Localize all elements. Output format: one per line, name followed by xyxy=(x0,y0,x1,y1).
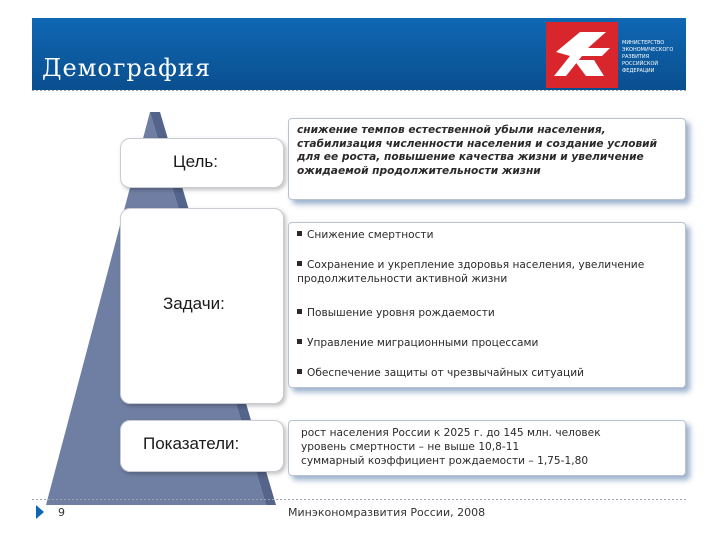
task-item: Сохранение и укрепление здоровья населения, увеличение продолжительности активной жизни xyxy=(297,259,645,285)
tasks-box xyxy=(288,222,686,388)
indicators-list xyxy=(301,426,601,468)
tasks-label: Задачи: xyxy=(163,294,225,313)
indicators-label: Показатели: xyxy=(143,434,240,453)
task-item: Управление миграционными процессами xyxy=(297,337,677,351)
indicators-label-box xyxy=(120,420,284,472)
goal-label: Цель: xyxy=(173,152,218,171)
goal-label-box xyxy=(120,138,284,188)
page-arrow-icon xyxy=(36,505,44,519)
task-item: Повышение уровня рождаемости xyxy=(297,307,677,321)
tasks-label-box xyxy=(120,208,284,404)
indicator-line: рост населения России к 2025 г. до 145 млн. человек xyxy=(301,427,601,439)
footer-source: Минэкономразвития России, 2008 xyxy=(288,506,486,519)
indicator-line: уровень смертности – не выше 10,8-11 xyxy=(301,441,520,453)
indicators-box xyxy=(288,420,686,476)
goal-box xyxy=(288,118,686,200)
task-item: Обеспечение защиты от чрезвычайных ситуаций xyxy=(297,367,677,381)
logo-caption: МИНИСТЕРСТВО ЭКОНОМИЧЕСКОГО РАЗВИТИЯ РОССИЙСКОЙ ФЕДЕРАЦИИ xyxy=(622,40,674,74)
task-item: Снижение смертности xyxy=(297,229,677,243)
slide-title: Демография xyxy=(42,54,211,82)
goal-text: снижение темпов естественной убыли населения, стабилизация численности населения и создание условий для ее роста, повышение качества жизни и увеличение ожидаемой продолжительности жизни xyxy=(297,124,658,177)
indicator-line: суммарный коэффициент рождаемости – 1,75-1,80 xyxy=(301,455,589,467)
footer-divider xyxy=(32,499,686,500)
page-number: 9 xyxy=(58,506,65,519)
